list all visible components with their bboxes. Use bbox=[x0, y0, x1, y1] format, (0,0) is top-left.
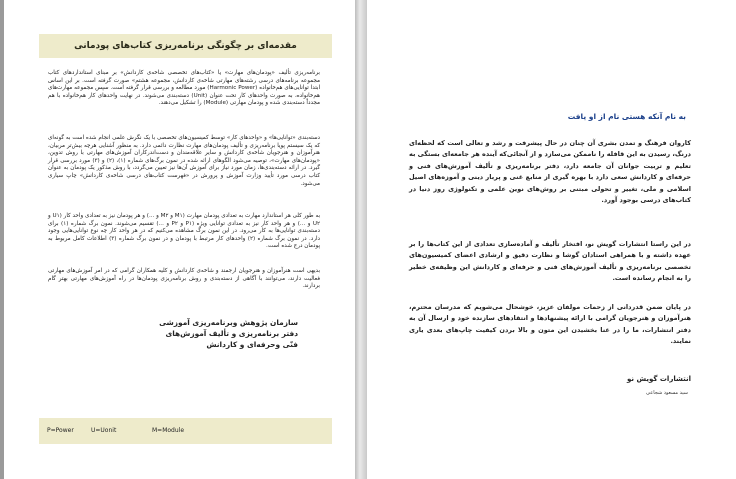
publisher-name: انتشارات گویش نو bbox=[627, 375, 691, 383]
preface-paragraph-4: بدیهی است هنرآموزان و هنرجویان ارجمند و شاخه‌ی کاردانش و کلیه همکاران گرامی که در امر آموزش‌های مهارتی فعالیت دارند، می‌توانند با آگاهی از دسته‌بندی و روش برنامه‌ریزی پودمان‌ها در راه آموزش‌های مهارتی بهتر گام بردارند. bbox=[48, 268, 320, 290]
signer-name: سید مسعود شجاعی bbox=[646, 390, 688, 396]
org-line-3: فنّی وحرفه‌ای و کاردانش bbox=[206, 339, 298, 349]
preface-paragraph-1: برنامه‌ریزی تألیف «پودمان‌های مهارت» یا «کتاب‌های تخصصی شاخه‌ی کاردانش» بر مبنای استانداردهای کتاب مجموعه برنامه‌های درسی رشته‌های مهارتی شاخه‌ی کاردانش، مجموعه هشتم» صورت گرفته است. بر این اساس ابتدا توانایی‌های هم‌خانواده (Harmonic Power) مورد مطالعه و بررسی قرار گرفته است. سپس مجموعه مهارت‌های هم‌خانواده، به صورت واحدهای کار تحت عنوان (Unit) دسته‌بندی می‌شوند. در نهایت واحدهای کار هم‌خانواده با هم مجدداً دسته‌بندی شده و پودمان مهارتی (Module) را تشکیل می‌دهند. bbox=[48, 70, 321, 107]
organization-signature bbox=[98, 318, 298, 350]
legend-unit: U=Uonit bbox=[91, 427, 117, 434]
foreword-paragraph-2: در این راستا انتشارات گویش نو، افتخار تألیف و آماده‌سازی تعدادی از این کتاب‌ها را بر عهده داشته و با همراهی استادان گوشا و نظارت دقیق و ارشادی اعضای کمیسیون‌های تخصصی برنامه‌ریزی و تألیف آموزش‌های فنی و حرفه‌ای و کاردانش این وظیفه‌ی خطیر را به انجام رسانده است. bbox=[409, 240, 691, 283]
legend-band bbox=[39, 418, 332, 444]
foreword-paragraph-3: در پایان ضمن قدردانی از زحمات مولفان عزیز، خوشحال می‌شویم که مدرسان محترم، هنرآموزان و هنرجویان گرامی با ارائه پیشنهادها و انتقادهای سازنده خود و ارسال آن به دفتر انتشارات، ما را در غنا بخشیدن این متون و بالا بردن کیفیت چاپ‌های بعدی یاری نمایند. bbox=[409, 303, 691, 346]
foreword-paragraph-1: کاروان فرهنگ و تمدن بشری آن چنان در حال پیشرفت و رشد و تعالی است که لحظه‌ای درنگ، رسیدن به این قافله را ناممکن می‌سازد و از آنجائی‌که آینده هر جامعه‌ای بستگی به تعلیم و تربیت جوانان آن جامعه دارد، دفتر برنامه‌ریزی و تألیف آموزش‌های فنی و حرفه‌ای و کاردانش سعی دارد با بهره گیری از منابع غنی و پربار دینی و آموزه‌های اصیل اسلامی و ملی، تغییر و تحولی مبتنی بر روش‌های نوین علمی و تکنولوژی روز دنیا در کتاب‌های درسی بوجود آورد. bbox=[409, 139, 691, 205]
left-page bbox=[4, 0, 355, 479]
legend-module: M=Module bbox=[152, 427, 185, 434]
legend-power: P=Power bbox=[47, 427, 74, 434]
opening-heading: به نام آنکه هستی نام از او یافت bbox=[567, 112, 686, 121]
org-line-2: دفتر برنامه‌ریزی و تألیف آموزش‌های bbox=[165, 328, 298, 338]
preface-paragraph-3: به طور کلی هر استاندارد مهارت به تعدادی پودمان مهارت (M۱ و M۲ و ...) و هر پودمان نیز به تعدادی واحد کار (U۱ و U۲ و ...) و هر واحد کار نیز به تعدادی توانایی ویژه (P۱ و P۲ و ...) تقسیم می‌شوند. نمون برگ شماره (۱) برای دسته‌بندی توانایی‌ها به کار می‌رود. در این نمون برگ مشاهده می‌کنیم که در هر واحد کار چه نوع توانایی‌هایی وجود دارد. در نمون برگ شماره (۲) واحدهای کار مرتبط با پودمان و در نمون برگ شماره (۳) اطلاعات کامل مربوط به پودمان درج شده است. bbox=[48, 213, 320, 250]
preface-paragraph-2: دسته‌بندی «توانایی‌ها» و «واحدهای کار» توسط کمیسیون‌های تخصصی با یک نگرش علمی انجام شده است به گونه‌ای که یک سیستم پویا برنامه‌ریزی و تألیف پودمان‌های مهارت نظارت دائمی دارد. به منظور آشنایی هرچه بیش‌تر مربیان، هنرآموزان و هنرجویان شاخه‌ی کاردانش و سایر علاقه‌مندان و دست‌اندرکاران آموزش‌های مهارتی با روش تدوین، «پودمان‌های مهارت»، توصیه می‌شود الگوهای ارائه شده در نمون برگ‌های شماره (۱)، (۲) و (۳) مورد بررسی قرار گیرد. در ارائه دسته‌بندی‌ها، زمان مورد نیاز برای آموزش آن‌ها نیز تعیین می‌گردد، با روش مذکور یک پودمان به عنوان کتاب درسی مورد تأیید وزارت آموزش و پرورش در «فهرست کتاب‌های درسی شاخه‌ی کاردانش» چاپ سیاری می‌شود. bbox=[48, 135, 320, 187]
preface-title: مقدمه‌ای بر چگونگی برنامه‌ریزی کتاب‌های پودمانی bbox=[39, 34, 332, 58]
book-gutter bbox=[355, 0, 367, 479]
right-page bbox=[367, 0, 736, 479]
org-line-1: سازمان پژوهش وبرنامه‌ریزی آموزشی bbox=[159, 318, 298, 327]
